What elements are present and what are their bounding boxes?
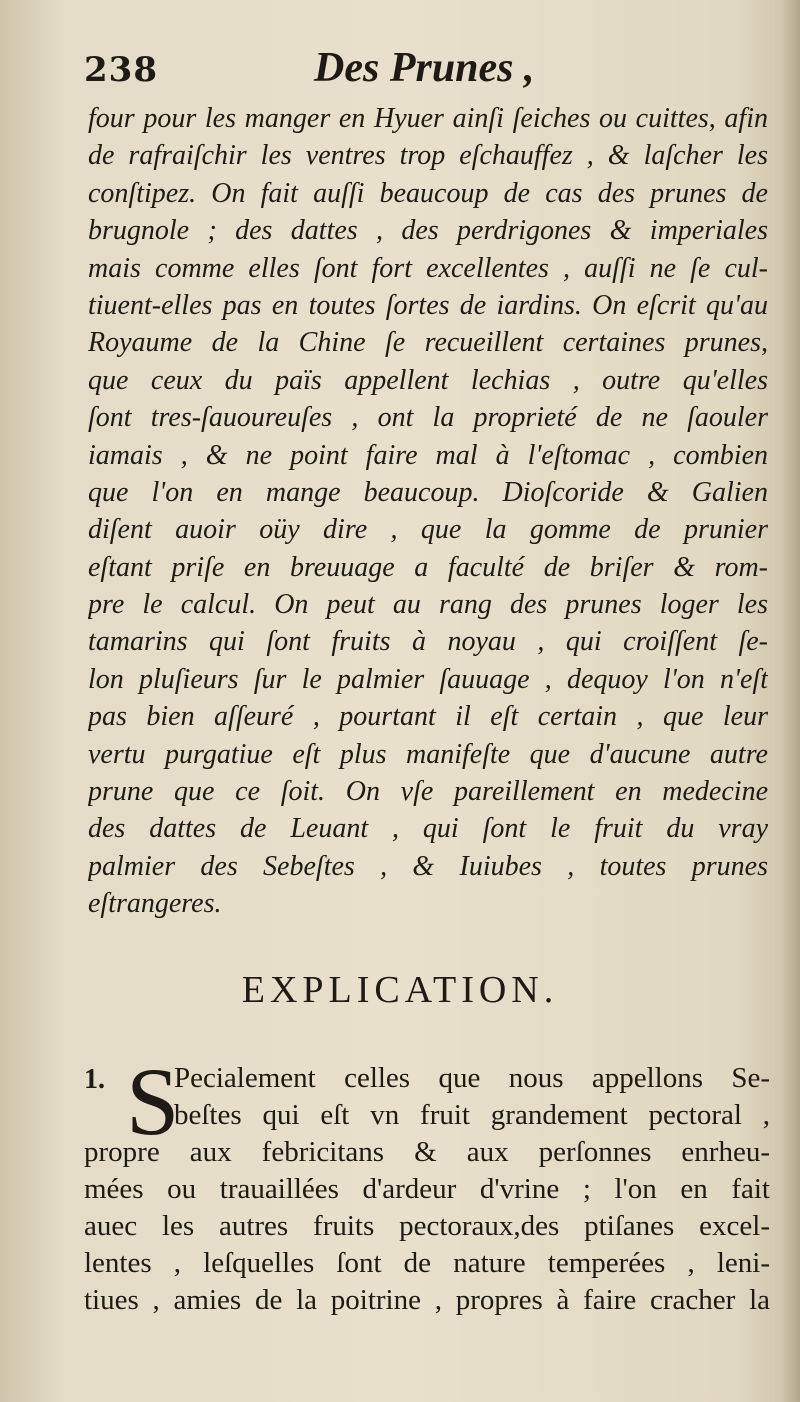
main-text-block: [88, 100, 768, 923]
text-line: iamais , & ne point faire mal à l'eſtomac , combien: [88, 439, 768, 471]
running-title: Des Prunes ,: [314, 45, 535, 91]
text-line: des dattes de Leuant , qui ſont le fruit du vray: [88, 813, 768, 845]
text-line: diſent auoir oüy dire , que la gomme de prunier: [88, 514, 768, 546]
text-line: palmier des Sebeſtes , & Iuiubes , toutes prunes: [88, 850, 768, 882]
text-line: lon pluſieurs ſur le palmier ſauuage , dequoy l'on n'eſt: [88, 663, 768, 695]
text-line: pre le calcul. On peut au rang des prunes loger les: [88, 589, 768, 621]
explication-line: Pecialement celles que nous appellons Se-: [174, 1062, 770, 1094]
text-line: mais comme elles ſont fort excellentes , auſſi ne ſe cul-: [88, 252, 768, 284]
text-line-last: eſtrangeres.: [88, 888, 222, 920]
text-line: vertu purgatiue eſt plus manifeſte que d'aucune autre: [88, 738, 768, 770]
text-line: Royaume de la Chine ſe recueillent certaines prunes,: [88, 327, 768, 359]
page-number: 238: [84, 50, 158, 90]
text-line: que ceux du païs appellent lechias , outre qu'elles: [88, 364, 768, 396]
explication-line: propre aux febricitans & aux perſonnes enrheu-: [84, 1136, 770, 1168]
explication-block: [84, 1048, 770, 1319]
text-line: prune que ce ſoit. On vſe pareillement en medecine: [88, 776, 768, 808]
text-line: brugnole ; des dattes , des perdrigones & imperiales: [88, 215, 768, 247]
text-line: pas bien aſſeuré , pourtant il eſt certain , que leur: [88, 701, 768, 733]
explication-line: tiues , amies de la poitrine , propres à faire cracher la: [84, 1284, 770, 1316]
page-header: [84, 40, 764, 100]
text-line: conſtipez. On fait auſſi beaucoup de cas des prunes de: [88, 177, 768, 209]
drop-cap: S: [126, 1048, 180, 1155]
text-line: ſont tres-ſauoureuſes , ont la proprieté de ne ſaouler: [88, 402, 768, 434]
explication-line: auec les autres fruits pectoraux,des ptiſanes excel-: [84, 1210, 770, 1242]
text-line: tiuent-elles pas en toutes ſortes de iardins. On eſcrit qu'au: [88, 289, 768, 321]
explication-line: lentes , leſquelles ſont de nature temperées , leni-: [84, 1247, 770, 1279]
text-line: tamarins qui ſont fruits à noyau , qui croiſſent ſe-: [88, 626, 768, 658]
section-heading: EXPLICATION.: [241, 969, 559, 1011]
explication-line: mées ou trauaillées d'ardeur d'vrine ; l'on en fait: [84, 1173, 770, 1205]
text-line: de rafraiſchir les ventres trop eſchauffez , & laſcher les: [88, 140, 768, 172]
note-number: 1.: [84, 1064, 105, 1095]
text-line: eſtant priſe en breuuage a faculté de briſer & rom-: [88, 551, 768, 583]
page-gutter-shadow: [782, 0, 800, 1402]
explication-line: beſtes qui eſt vn fruit grandement pectoral ,: [174, 1099, 770, 1131]
text-line: four pour les manger en Hyuer ainſi ſeiches ou cuittes, afin: [88, 103, 768, 134]
text-line: que l'on en mange beaucoup. Dioſcoride & Galien: [88, 476, 768, 508]
